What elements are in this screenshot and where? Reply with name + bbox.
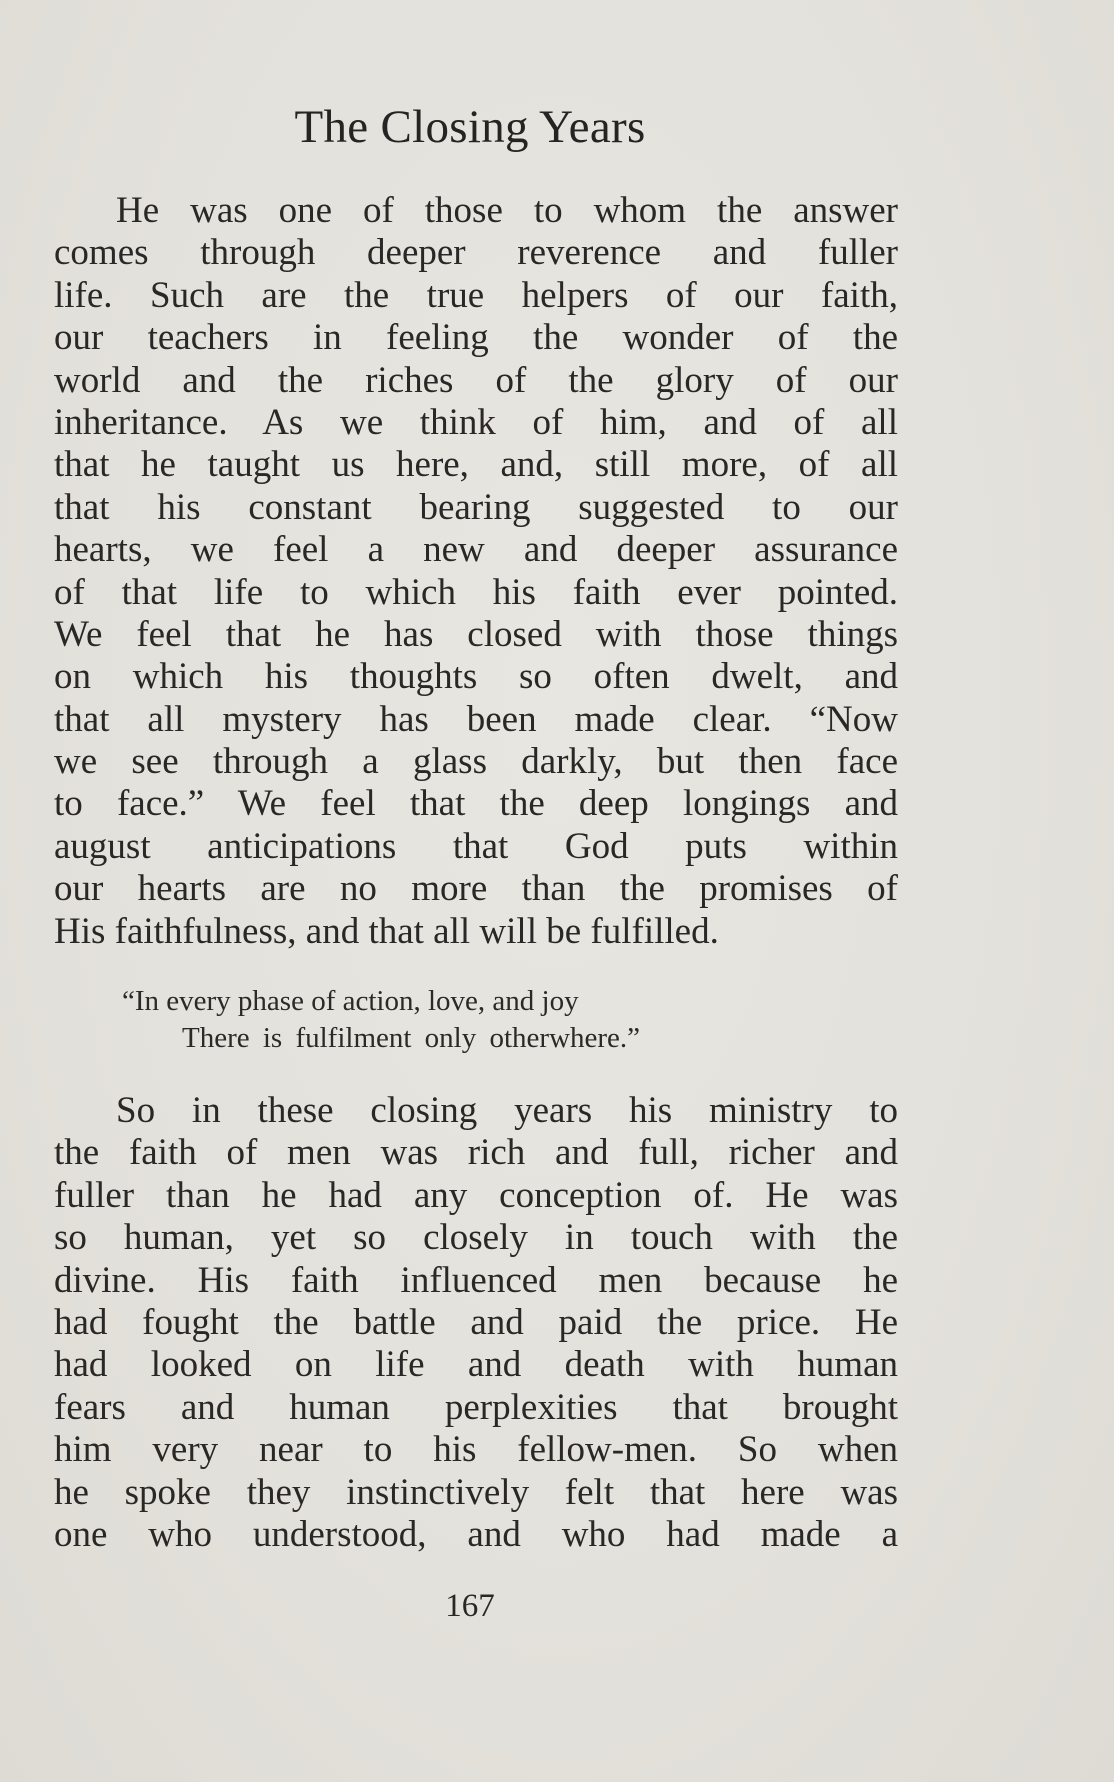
text-line: so human, yet so closely in touch with the [54,1217,898,1259]
verse-quotation [122,983,822,1057]
text-line: that all mystery has been made clear. “Now [54,698,898,740]
quote-line: “In every phase of action, love, and joy [122,985,579,1017]
running-head-title: The Closing Years [294,101,646,153]
text-line: had looked on life and death with human [54,1344,898,1386]
text-line: comes through deeper reverence and fuller [54,232,898,274]
text-line: to face.” We feel that the deep longings and [54,783,898,825]
text-line: he spoke they instinctively felt that here was [54,1471,898,1513]
text-line: we see through a glass darkly, but then face [54,741,898,783]
text-line: divine. His faith influenced men because he [54,1259,898,1301]
text-line: fuller than he had any conception of. He was [54,1174,898,1216]
text-line: His faithfulness, and that all will be fulfilled. [54,910,719,952]
text-line: had fought the battle and paid the price. He [54,1301,898,1343]
text-line: one who understood, and who had made a [54,1513,898,1555]
paragraph-2 [54,1090,898,1556]
quote-line: There is fulfilment only otherwhere.” [182,1022,641,1054]
text-line: We feel that he has closed with those things [54,613,898,655]
text-line: fears and human perplexities that brought [54,1386,898,1428]
text-line: august anticipations that God puts within [54,825,898,867]
text-line: He was one of those to whom the answer [116,190,898,231]
text-line: life. Such are the true helpers of our faith, [54,274,898,316]
text-line: inheritance. As we think of him, and of all [54,401,898,443]
text-line: our hearts are no more than the promises of [54,868,898,910]
text-line: hearts, we feel a new and deeper assurance [54,529,898,571]
page-number: 167 [445,1588,495,1624]
text-line: of that life to which his faith ever pointed. [54,571,898,613]
text-line: that his constant bearing suggested to our [54,486,898,528]
text-line: So in these closing years his ministry to [116,1090,898,1131]
text-line: on which his thoughts so often dwelt, and [54,656,898,698]
text-line: our teachers in feeling the wonder of the [54,317,898,359]
text-line: that he taught us here, and, still more, of all [54,444,898,486]
paragraph-1 [54,190,898,953]
text-line: world and the riches of the glory of our [54,359,898,401]
text-line: the faith of men was rich and full, richer and [54,1132,898,1174]
text-line: him very near to his fellow-men. So when [54,1429,898,1471]
